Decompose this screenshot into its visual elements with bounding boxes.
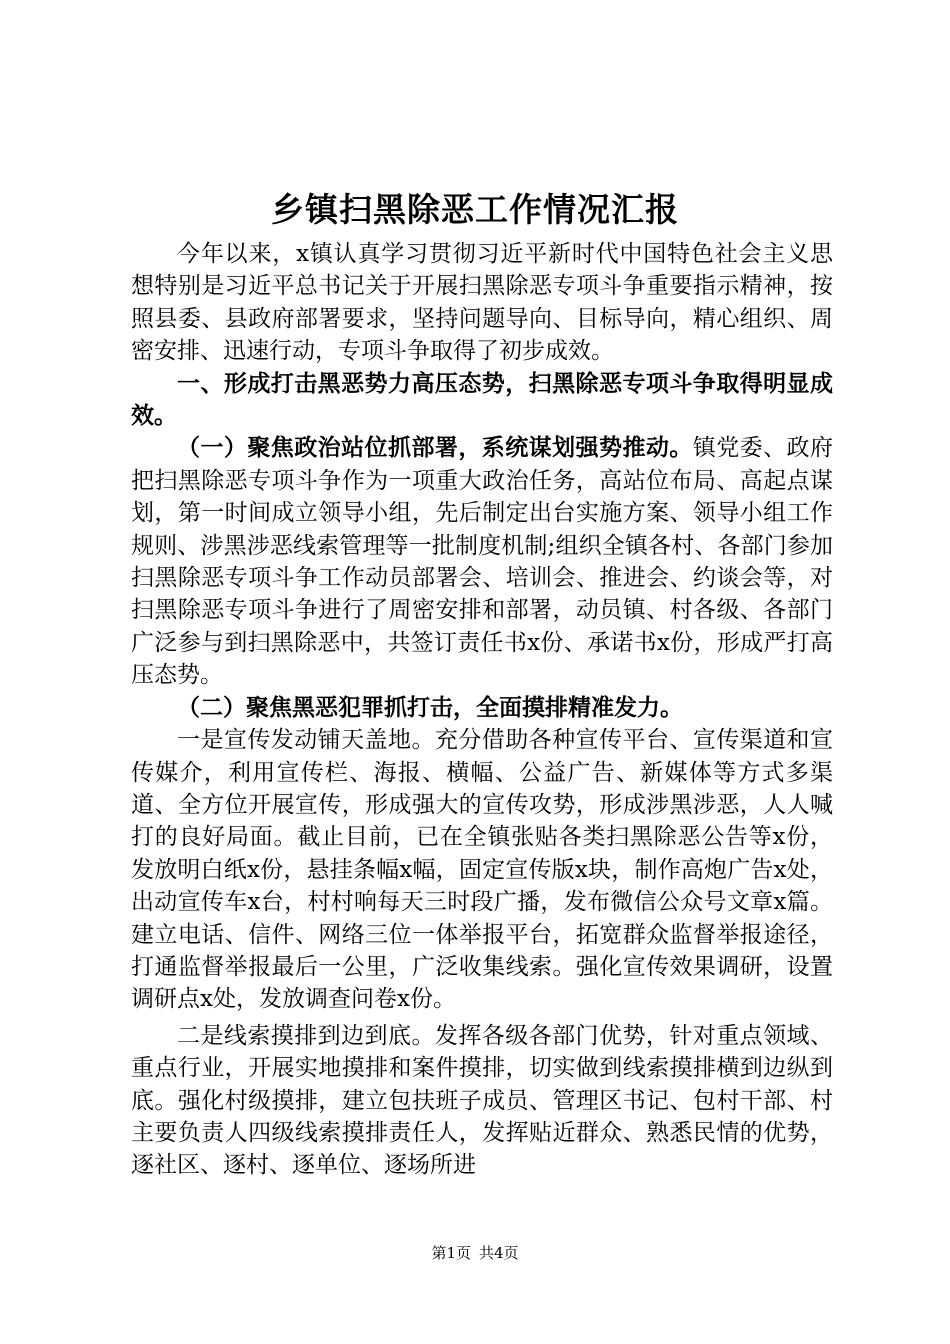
publicity-paragraph: 一是宣传发动铺天盖地。充分借助各种宣传平台、宣传渠道和宣传媒介，利用宣传栏、海报、横幅、公益广告、新媒体等方式多渠道、全方位开展宣传，形成强大的宣传攻势，形成涉黑涉恶，人人喊打的良好局面。截止目前，已在全镇张贴各类扫黑除恶公告等x份，发放明白纸x份，悬挂条幅x幅，固定宣传版x块，制作高炮广告x处，出动宣传车x台，村村响每天三时段广播，发布微信公众号文章x篇。建立电话、信件、网络三位一体举报平台，拓宽群众监督举报途径，打通监督举报最后一公里，广泛收集线索。强化宣传效果调研，设置调研点x处，发放调查问卷x份。 xyxy=(131,727,833,1013)
section-1-heading: 一、形成打击黑恶势力高压态势，扫黑除恶专项斗争取得明显成效。 xyxy=(131,369,833,430)
document-title: 乡镇扫黑除恶工作情况汇报 xyxy=(271,190,679,229)
subsection-2-heading: （二）聚焦黑恶犯罪抓打击，全面摸排精准发力。 xyxy=(177,693,683,721)
subsection-1-paragraph xyxy=(131,432,833,691)
page-total: 共4页 xyxy=(479,1244,519,1262)
subsection-1-heading: （一）聚焦政治站位抓部署，系统谋划强势推动。 xyxy=(177,434,693,462)
intro-paragraph: 今年以来，x镇认真学习贯彻习近平新时代中国特色社会主义思想特别是习近平总书记关于开展扫黑除恶专项斗争重要指示精神，按照县委、县政府部署要求，坚持问题导向、目标导向，精心组织、周密安排、迅速行动，专项斗争取得了初步成效。 xyxy=(131,241,833,365)
subsection-1-text: 镇党委、政府把扫黑除恶专项斗争作为一项重大政治任务，高站位布局、高起点谋划，第一时间成立领导小组，先后制定出台实施方案、领导小组工作规则、涉黑涉恶线索管理等一批制度机制;组织全镇各村、各部门参加扫黑除恶专项斗争工作动员部署会、培训会、推进会、约谈会等，对扫黑除恶专项斗争进行了周密安排和部署，动员镇、村各级、各部门广泛参与到扫黑除恶中，共签订责任书x份、承诺书x份，形成严打高压态势。 xyxy=(131,435,834,689)
page-number: 第1页 xyxy=(431,1244,471,1262)
clues-paragraph: 二是线索摸排到边到底。发挥各级各部门优势，针对重点领域、重点行业，开展实地摸排和案件摸排，切实做到线索摸排横到边纵到底。强化村级摸排，建立包扶班子成员、管理区书记、包村干部、村主要负责人四级线索摸排责任人，发挥贴近群众、熟悉民情的优势，逐社区、逐村、逐单位、逐场所进 xyxy=(131,1022,833,1179)
document-body xyxy=(131,238,833,1182)
page-footer xyxy=(0,1242,950,1264)
